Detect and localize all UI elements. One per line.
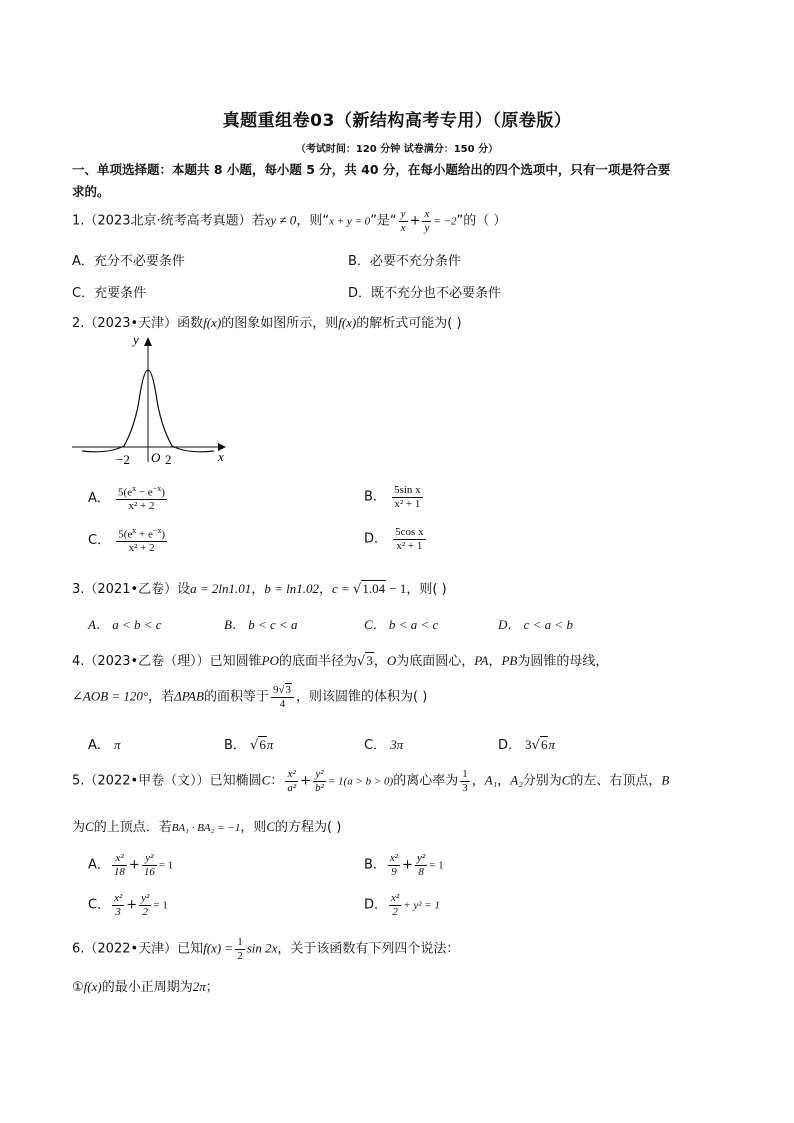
q4-option-b[interactable]: B． √6π xyxy=(224,737,274,753)
q1-option-a[interactable]: A．充分不必要条件 xyxy=(72,254,185,269)
q1-option-b[interactable]: B．必要不充分条件 xyxy=(348,254,461,269)
exam-info: （考试时间：120 分钟 试卷满分：150 分） xyxy=(295,144,499,155)
q4-option-a[interactable]: A． π xyxy=(88,737,121,753)
q1-option-c[interactable]: C．充要条件 xyxy=(72,286,147,301)
tick-2: 2 xyxy=(165,452,172,467)
question-4-stem-line1: 4.（2023•乙卷（理））已知圆锥PO的底面半径为√3，O为底面圆心，PA，PB为圆锥的母线， xyxy=(72,653,609,669)
q1-option-d[interactable]: D．既不充分也不必要条件 xyxy=(348,286,502,301)
page-title: 真题重组卷03（新结构高考专用）（原卷版） xyxy=(222,111,572,131)
section-heading-cont: 求的。 xyxy=(72,184,110,199)
q4-option-c[interactable]: C． 3π xyxy=(364,737,404,753)
q2-option-d[interactable]: D． $\frac{\text{5cos x}}{\text{x² + 1}}$ xyxy=(364,526,424,552)
question-6-stem: 6.（2022•天津）已知f(x) = $\frac{1}{2}$ sin 2x，关于该函数有下列四个说法： xyxy=(72,936,460,962)
question-5-stem-line2: 为C的上顶点．若BA₁ · BA₂ = −1，则C的方程为( ) xyxy=(72,819,342,835)
section-heading: 一、单项选择题：本题共 8 小题，每小题 5 分，共 40 分，在每小题给出的四个选项中，只有一项是符合要 xyxy=(72,162,671,177)
q2-option-c[interactable]: C． $\frac{5(e^x + e^{-x})}{\text{x² + 2}}$ xyxy=(88,526,166,555)
question-1-stem: 1.（2023北京·统考高考真题）若xy ≠ 0，则“x + y = 0”是“ $\frac{y}{x}$ + $\frac{x}{y}$ = −2”的（ ） xyxy=(72,208,507,234)
q3-option-d[interactable]: D． c < a < b xyxy=(498,617,573,632)
q2-option-a[interactable]: A． $\frac{5(e^x - e^{-x})}{\text{x² + 2}}$ xyxy=(88,484,165,513)
question-5-stem-line1: 5.（2022•甲卷（文））已知椭圆C： $\frac{\text{x²}}{\text{a²}}$ + $\frac{\text{y²}}{\text{b²}}$ = 1(a > b > 0)的离心率为 $\frac{1}{3}$ ，A₁，A₂分别为C的左、右顶点，B xyxy=(72,768,670,794)
x-axis-label: x xyxy=(218,449,224,464)
q3-option-a[interactable]: A． a < b < c xyxy=(88,617,162,632)
q4-option-d[interactable]: D． 3√6π xyxy=(498,737,555,753)
q5-option-c[interactable]: C． $\frac{\text{x²}}{3}$ + $\frac{\text{y²}}{2}$ = 1 xyxy=(88,892,168,918)
q6-statement-1: ①f(x)的最小正周期为2π； xyxy=(72,979,219,995)
function-graph xyxy=(68,334,238,470)
tick-minus-2: −2 xyxy=(116,452,130,467)
question-3-stem: 3.（2021•乙卷）设a = 2ln1.01，b = ln1.02，c = √1.04 − 1，则( ) xyxy=(72,581,447,597)
question-2-stem: 2.（2023•天津）函数f(x)的图象如图所示，则f(x)的解析式可能为( ) xyxy=(72,315,462,331)
q3-option-b[interactable]: B． b < c < a xyxy=(224,617,298,632)
y-axis-label: y xyxy=(133,334,139,347)
q2-option-b[interactable]: B． $\frac{\text{5sin x}}{\text{x² + 1}}$ xyxy=(364,484,421,510)
question-4-stem-line2: ∠AOB = 120°，若ΔPAB的面积等于 $\frac{9√3}{4}$ ，则该圆锥的体积为( ) xyxy=(72,684,428,710)
origin-label: O xyxy=(151,450,161,465)
q5-option-d[interactable]: D． $\frac{\text{x²}}{2}$ + y² = 1 xyxy=(364,892,440,918)
q3-option-c[interactable]: C． b < a < c xyxy=(364,617,439,632)
q5-option-a[interactable]: A． $\frac{\text{x²}}{18}$ + $\frac{\text{y²}}{16}$ = 1 xyxy=(88,852,174,878)
q5-option-b[interactable]: B． $\frac{\text{x²}}{9}$ + $\frac{\text{y²}}{8}$ = 1 xyxy=(364,852,444,878)
